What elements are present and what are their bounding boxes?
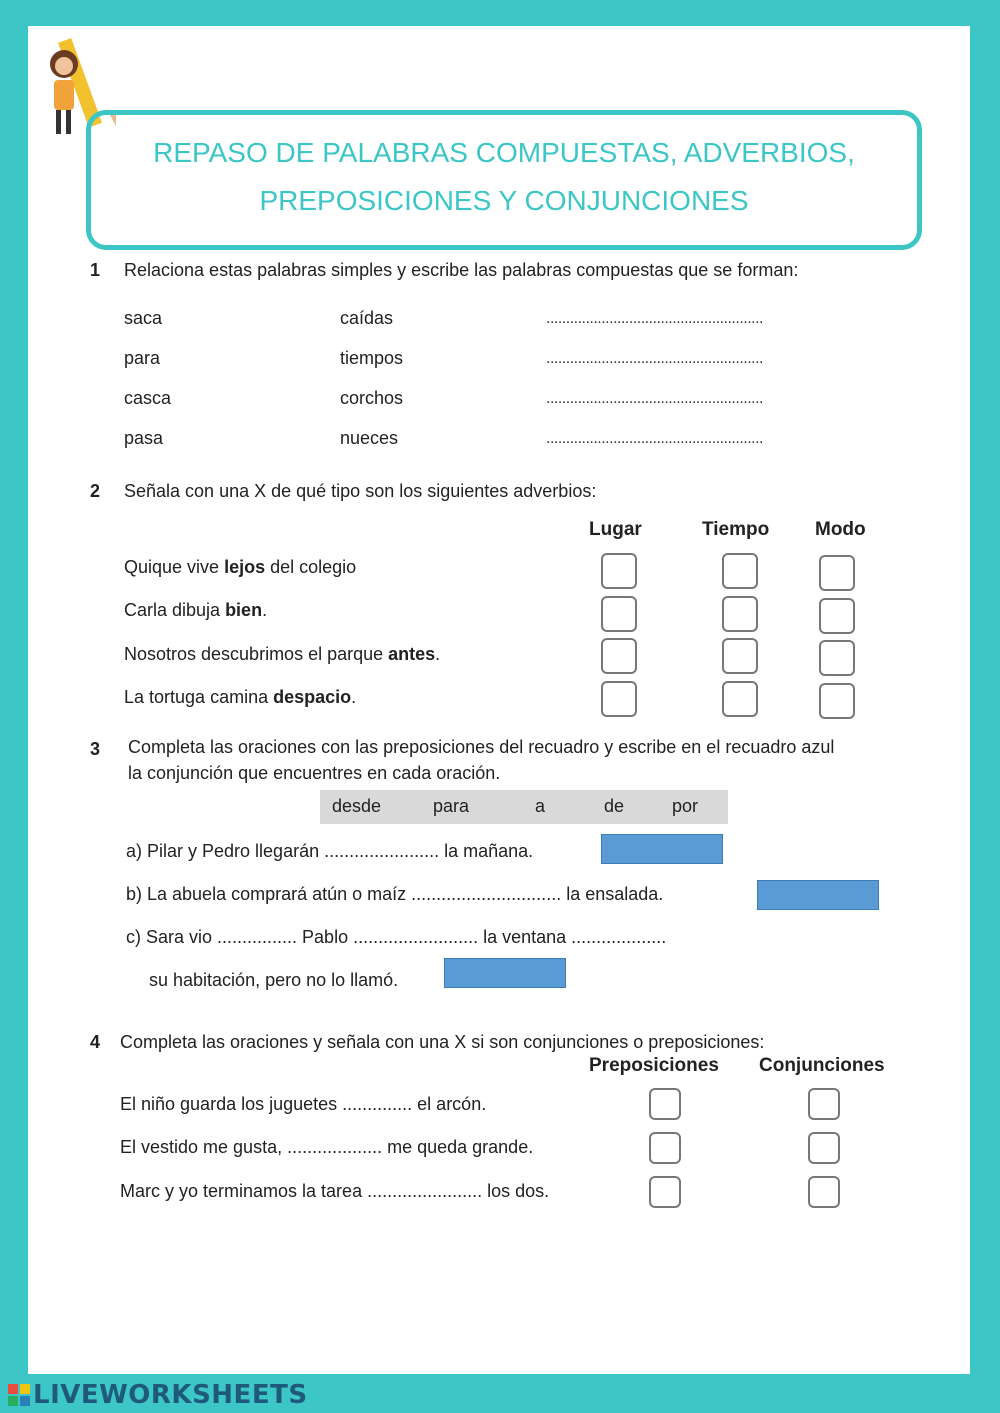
exercise-2-instruction: Señala con una X de qué tipo son los siguientes adverbios: [124, 481, 597, 501]
ex4-checkbox-preposiciones[interactable] [649, 1132, 681, 1164]
ex2-checkbox-tiempo[interactable] [722, 553, 758, 589]
ex4-checkbox-preposiciones[interactable] [649, 1088, 681, 1120]
title-box [86, 110, 922, 250]
exercise-3-number: 3 [90, 739, 101, 759]
liveworksheets-brand[interactable] [8, 1380, 308, 1410]
ex1-right-word: tiempos [340, 348, 404, 368]
ex1-left-word: casca [124, 388, 172, 408]
ex2-checkbox-lugar[interactable] [601, 681, 637, 717]
exercise-4-instruction: Completa las oraciones y señala con una X si son conjunciones o preposiciones: [120, 1032, 765, 1052]
bank-word: a [535, 796, 546, 816]
title-line-2: PREPOSICIONES Y CONJUNCIONES [259, 185, 749, 216]
ex1-right-word: nueces [340, 428, 399, 448]
ex1-answer-blank[interactable]: ....................................................... [546, 390, 763, 407]
bank-word: desde [332, 796, 382, 816]
ex3-sentence-a: a) Pilar y Pedro llegarán ....................... la mañana. [126, 841, 534, 861]
ex1-right-word: corchos [340, 388, 404, 408]
title-line-1: REPASO DE PALABRAS COMPUESTAS, ADVERBIOS, [153, 137, 855, 168]
ex2-checkbox-tiempo[interactable] [722, 596, 758, 632]
column-modo: Modo [815, 519, 866, 540]
ex4-checkbox-conjunciones[interactable] [808, 1088, 840, 1120]
column-preposiciones: Preposiciones [589, 1055, 719, 1076]
ex2-checkbox-lugar[interactable] [601, 553, 637, 589]
brand-label: LIVEWORKSHEETS [33, 1380, 308, 1410]
exercise-1-number: 1 [90, 260, 101, 280]
ex4-sentence: Marc y yo terminamos la tarea ....................... los dos. [120, 1181, 550, 1201]
ex2-checkbox-tiempo[interactable] [722, 681, 758, 717]
ex2-sentence: Quique vive lejos del colegio [124, 557, 357, 577]
exercise-2-number: 2 [90, 481, 101, 501]
liveworksheets-logo-icon [8, 1384, 30, 1406]
ex1-answer-blank[interactable]: ....................................................... [546, 310, 763, 327]
ex1-right-word: caídas [340, 308, 394, 328]
bank-word: por [672, 796, 699, 816]
ex1-answer-blank[interactable]: ....................................................... [546, 350, 763, 367]
ex2-checkbox-modo[interactable] [819, 640, 855, 676]
exercise-3-instruction-line-1: Completa las oraciones con las preposiciones del recuadro y escribe en el recuadro azul [128, 737, 835, 757]
ex2-checkbox-tiempo[interactable] [722, 638, 758, 674]
preposition-word-bank [320, 790, 728, 824]
bank-word: para [433, 796, 470, 816]
ex4-sentence: El niño guarda los juguetes .............. el arcón. [120, 1094, 487, 1114]
ex2-sentence: Carla dibuja bien. [124, 600, 268, 620]
column-conjunciones: Conjunciones [759, 1055, 885, 1076]
ex2-checkbox-modo[interactable] [819, 683, 855, 719]
ex1-answer-blank[interactable]: ....................................................... [546, 430, 763, 447]
column-tiempo: Tiempo [702, 519, 770, 540]
exercise-4-number: 4 [90, 1032, 101, 1052]
ex3-conjunction-box-c[interactable] [444, 958, 566, 988]
ex2-checkbox-lugar[interactable] [601, 596, 637, 632]
ex3-sentence-c-line-1: c) Sara vio ................ Pablo ......................... la ventana ................... [126, 927, 667, 947]
ex4-checkbox-preposiciones[interactable] [649, 1176, 681, 1208]
ex3-conjunction-box-b[interactable] [757, 880, 879, 910]
ex3-sentence-b: b) La abuela comprará atún o maíz .............................. la ensalada. [126, 884, 664, 904]
exercise-3-instruction-line-2: la conjunción que encuentres en cada oración. [128, 763, 501, 783]
ex1-left-word: saca [124, 308, 163, 328]
exercise-1-instruction: Relaciona estas palabras simples y escribe las palabras compuestas que se forman: [124, 260, 799, 280]
bank-word: de [604, 796, 625, 816]
ex3-conjunction-box-a[interactable] [601, 834, 723, 864]
column-lugar: Lugar [589, 519, 642, 540]
ex2-sentence: Nosotros descubrimos el parque antes. [124, 644, 441, 664]
ex1-left-word: para [124, 348, 161, 368]
ex4-sentence: El vestido me gusta, ................... me queda grande. [120, 1137, 534, 1157]
ex2-checkbox-modo[interactable] [819, 598, 855, 634]
ex2-checkbox-lugar[interactable] [601, 638, 637, 674]
ex4-checkbox-conjunciones[interactable] [808, 1176, 840, 1208]
ex2-sentence: La tortuga camina despacio. [124, 687, 357, 707]
ex2-checkbox-modo[interactable] [819, 555, 855, 591]
ex4-checkbox-conjunciones[interactable] [808, 1132, 840, 1164]
ex1-left-word: pasa [124, 428, 164, 448]
ex3-sentence-c-line-2: su habitación, pero no lo llamó. [149, 970, 399, 990]
